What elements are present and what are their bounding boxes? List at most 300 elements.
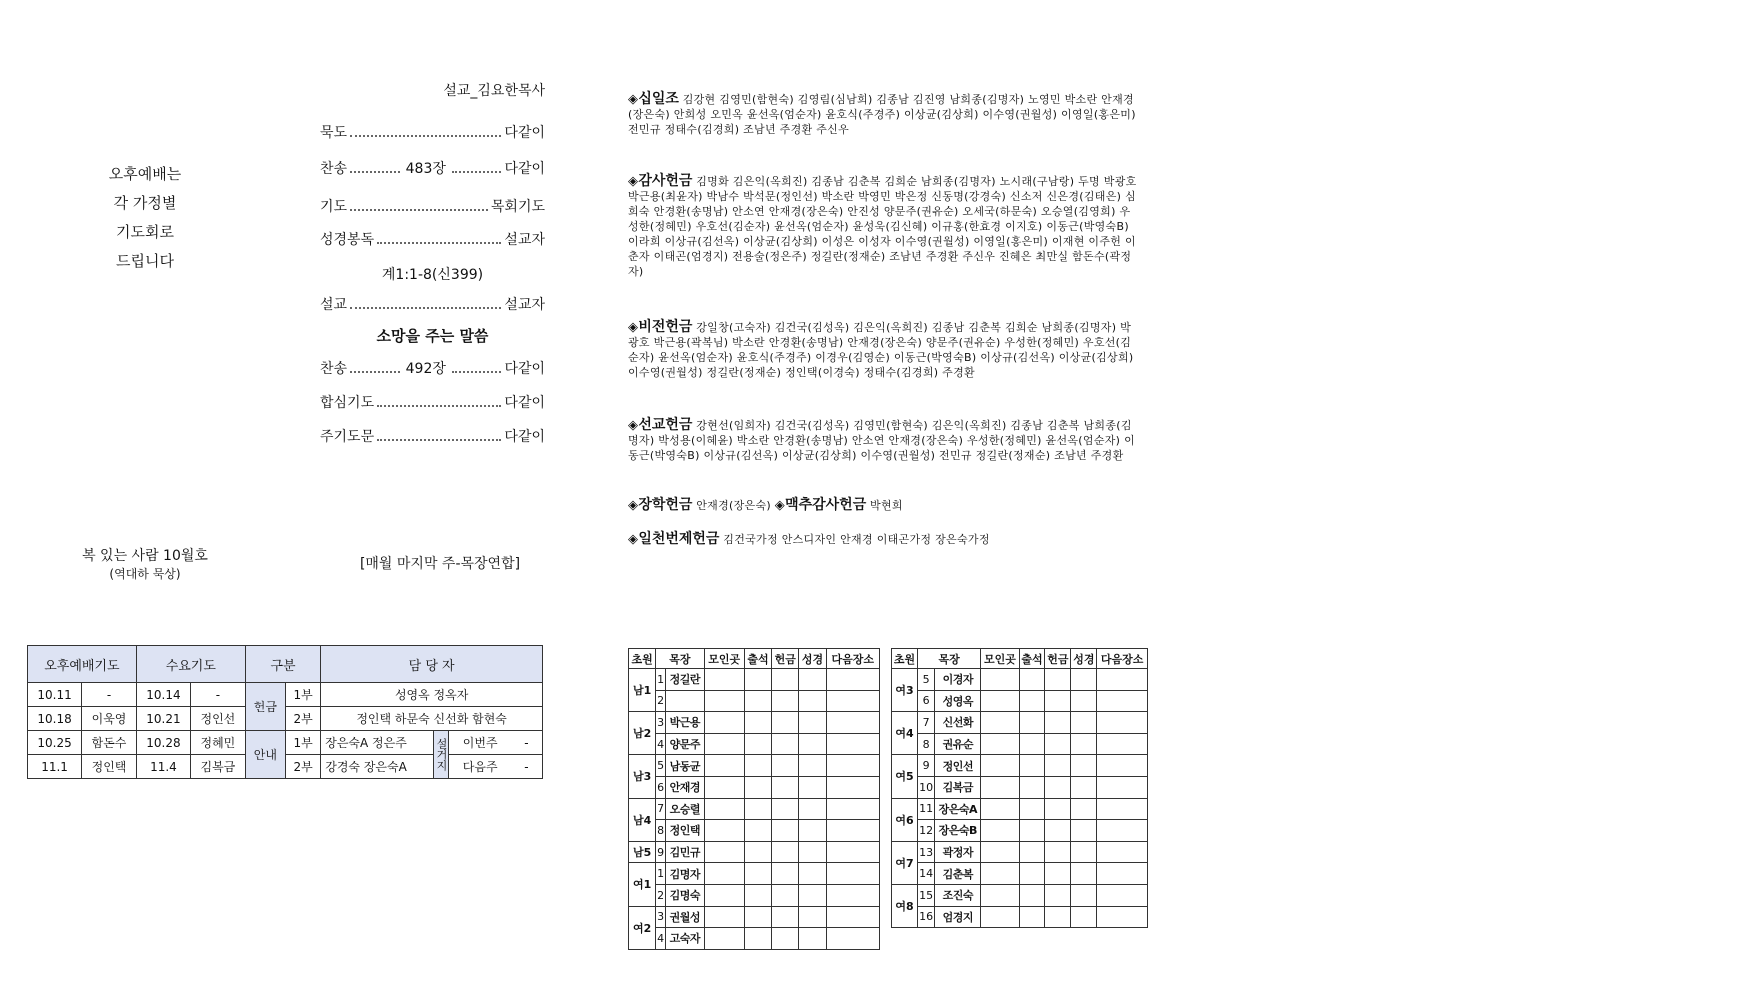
table-row	[629, 841, 880, 863]
order-row-hymn-2	[320, 358, 545, 378]
order-value: 다같이	[504, 361, 546, 377]
attendance-entry-cell[interactable]	[1019, 906, 1045, 928]
attendance-entry-cell[interactable]	[1071, 755, 1097, 777]
attendance-header-cell: 헌금	[1045, 649, 1071, 669]
member-name-cell: 권월성	[666, 906, 704, 928]
group-name-cell: 여8	[892, 884, 918, 927]
duty-table	[27, 645, 543, 779]
table-row	[629, 928, 880, 950]
leader-dots	[350, 209, 488, 211]
member-name-cell	[666, 690, 704, 712]
attendance-entry-cell[interactable]	[1019, 798, 1045, 820]
table-row	[892, 841, 1148, 863]
attendance-entry-cell[interactable]	[1019, 884, 1045, 906]
offering-title: 감사헌금	[638, 173, 693, 189]
attendance-entry-cell[interactable]	[744, 884, 771, 906]
attendance-entry-cell[interactable]	[1045, 669, 1071, 691]
attendance-entry-cell[interactable]	[1019, 820, 1045, 842]
sub-cell: 2부	[285, 707, 320, 731]
sermon-preacher: 설교_김요한목사	[443, 83, 545, 99]
blessed-person-subtitle: (역대하 묵상)	[109, 567, 181, 581]
attendance-entry-cell[interactable]	[1097, 690, 1148, 712]
table-row	[892, 863, 1148, 885]
header-category: 구분	[245, 646, 321, 683]
member-number-cell: 8	[656, 820, 666, 842]
attendance-entry-cell[interactable]	[772, 712, 799, 734]
header-person-in-charge: 담 당 자	[321, 646, 543, 683]
attendance-entry-cell[interactable]	[772, 755, 799, 777]
member-name-cell: 남동균	[666, 755, 704, 777]
attendance-entry-cell[interactable]	[1045, 776, 1071, 798]
member-number-cell: 7	[656, 798, 666, 820]
header-afternoon-prayer: 오후예배기도	[28, 646, 137, 683]
attendance-entry-cell[interactable]	[1045, 798, 1071, 820]
attendance-entry-cell[interactable]	[981, 841, 1019, 863]
attendance-entry-cell[interactable]	[981, 776, 1019, 798]
table-row	[892, 712, 1148, 734]
note-line: 오후예배는	[108, 165, 182, 183]
table-row	[892, 820, 1148, 842]
attendance-entry-cell[interactable]	[1097, 798, 1148, 820]
attendance-header-cell: 출석	[744, 649, 771, 669]
group-name-cell: 남1	[629, 669, 656, 712]
leader-dots	[377, 439, 501, 441]
attendance-entry-cell[interactable]	[799, 928, 826, 950]
member-name-cell: 안재경	[666, 776, 704, 798]
attendance-entry-cell[interactable]	[1071, 712, 1097, 734]
leader-dots	[452, 371, 502, 373]
attendance-entry-cell[interactable]	[744, 755, 771, 777]
order-label: 성경봉독	[320, 232, 375, 248]
attendance-entry-cell[interactable]	[1019, 669, 1045, 691]
order-value: 다같이	[504, 125, 545, 141]
member-name-cell: 성영옥	[935, 690, 981, 712]
attendance-entry-cell[interactable]	[772, 820, 799, 842]
group-name-cell: 남3	[629, 755, 656, 798]
member-number-cell: 3	[656, 712, 666, 734]
attendance-entry-cell[interactable]	[704, 733, 744, 755]
group-name-cell: 여4	[892, 712, 918, 755]
attendance-entry-cell[interactable]	[1045, 712, 1071, 734]
member-number-cell: 4	[656, 733, 666, 755]
dish-week-label: 다음주	[462, 760, 498, 774]
note-line: 기도회로	[116, 223, 174, 241]
attendance-entry-cell[interactable]	[826, 841, 879, 863]
attendance-header-cell: 초원	[629, 649, 656, 669]
attendance-header-cell: 헌금	[772, 649, 799, 669]
attendance-header-cell: 모인곳	[981, 649, 1019, 669]
hymn-number: 492장	[405, 361, 446, 377]
attendance-entry-cell[interactable]	[1019, 733, 1045, 755]
attendance-entry-cell[interactable]	[1097, 863, 1148, 885]
attendance-entry-cell[interactable]	[826, 669, 879, 691]
member-name-cell: 박근용	[666, 712, 704, 734]
attendance-entry-cell[interactable]	[799, 776, 826, 798]
attendance-entry-cell[interactable]	[1019, 841, 1045, 863]
leader-dots	[377, 242, 501, 244]
attendance-header-cell: 모인곳	[704, 649, 744, 669]
member-number-cell: 15	[917, 884, 934, 906]
attendance-entry-cell[interactable]	[772, 841, 799, 863]
attendance-entry-cell[interactable]	[1019, 712, 1045, 734]
offering-title: 일천번제헌금	[638, 531, 720, 547]
table-row	[892, 776, 1148, 798]
attendance-entry-cell[interactable]	[1071, 690, 1097, 712]
order-label: 주기도문	[320, 429, 375, 445]
attendance-entry-cell[interactable]	[744, 798, 771, 820]
attendance-entry-cell[interactable]	[826, 928, 879, 950]
attendance-entry-cell[interactable]	[772, 798, 799, 820]
member-name-cell: 김명자	[666, 863, 704, 885]
order-value: 설교자	[504, 297, 545, 313]
person-cell: 성영옥 정옥자	[321, 683, 543, 707]
attendance-entry-cell[interactable]	[1071, 906, 1097, 928]
attendance-entry-cell[interactable]	[1071, 776, 1097, 798]
attendance-entry-cell[interactable]	[1045, 755, 1071, 777]
attendance-header-cell: 목장	[656, 649, 704, 669]
attendance-entry-cell[interactable]	[772, 863, 799, 885]
attendance-entry-cell[interactable]	[981, 863, 1019, 885]
leader-dots	[350, 171, 400, 173]
table-row	[28, 707, 543, 731]
attendance-entry-cell[interactable]	[1071, 733, 1097, 755]
member-name-cell: 장은숙A	[935, 798, 981, 820]
name-cell: 이욱영	[82, 707, 137, 731]
attendance-entry-cell[interactable]	[1097, 669, 1148, 691]
attendance-table-men	[628, 648, 880, 950]
attendance-entry-cell[interactable]	[744, 712, 771, 734]
leader-dots	[350, 371, 400, 373]
attendance-entry-cell[interactable]	[1019, 755, 1045, 777]
attendance-entry-cell[interactable]	[799, 906, 826, 928]
member-name-cell: 김명숙	[666, 884, 704, 906]
table-row	[28, 683, 543, 707]
member-number-cell: 4	[656, 928, 666, 950]
attendance-entry-cell[interactable]	[1045, 690, 1071, 712]
monthly-gathering-note: [매월 마지막 주-목장연합]	[359, 556, 521, 572]
attendance-entry-cell[interactable]	[981, 690, 1019, 712]
attendance-entry-cell[interactable]	[704, 712, 744, 734]
attendance-entry-cell[interactable]	[704, 863, 744, 885]
attendance-entry-cell[interactable]	[826, 776, 879, 798]
table-row	[892, 669, 1148, 691]
attendance-entry-cell[interactable]	[704, 906, 744, 928]
attendance-entry-cell[interactable]	[1045, 863, 1071, 885]
attendance-entry-cell[interactable]	[744, 733, 771, 755]
attendance-entry-cell[interactable]	[744, 906, 771, 928]
member-number-cell: 1	[656, 669, 666, 691]
table-row	[28, 731, 543, 755]
diamond-bullet-icon: ◈	[774, 498, 786, 513]
attendance-entry-cell[interactable]	[981, 884, 1019, 906]
dish-cell	[449, 731, 543, 755]
dish-week-value: -	[524, 736, 529, 750]
attendance-entry-cell[interactable]	[1045, 820, 1071, 842]
offering-title: 선교헌금	[638, 417, 693, 433]
sub-cell: 1부	[285, 731, 320, 755]
order-row-hymn-1	[320, 158, 545, 178]
offering-names: 김명화 김은익(옥희진) 김종남 김춘복 김희순 남희종(김명자) 노시래(구남랑) 두명 박광호 박근용(최윤자) 박남수 박석문(정인선) 박소란 박영민 박은정 신동명(강경숙) 신소저 신은경(김태은) 심희숙 안경환(송명남) 안소연 안재경(장은숙) 안진성 양문주(권유순) 오세국(하문숙) 오승열(김영희) 우성한(정혜민) 우호선(김순자) 윤선옥(엄순자) 윤성욱(김신혜) 이규홍(한효경 이지호) 이동근(박영숙B) 이라희 이상규(김선옥) 이상균(김상희) 이성은 이성자 이수영(권월성) 이영일(홍은미) 이재현 이주헌 이춘자 이태곤(엄경지) 전용술(정은주) 정길란(정재순) 조남년 주경환 주신우 진혜은 최만실 함돈수(곽정자)	[628, 175, 1137, 278]
attendance-entry-cell[interactable]	[799, 884, 826, 906]
leader-dots	[350, 307, 501, 309]
attendance-entry-cell[interactable]	[1097, 841, 1148, 863]
name-cell: 김복금	[191, 755, 246, 779]
member-name-cell: 정인선	[935, 755, 981, 777]
member-name-cell: 조진숙	[935, 884, 981, 906]
attendance-entry-cell[interactable]	[1071, 863, 1097, 885]
attendance-entry-cell[interactable]	[981, 798, 1019, 820]
attendance-entry-cell[interactable]	[1045, 906, 1071, 928]
group-name-cell: 여2	[629, 906, 656, 949]
order-label: 합심기도	[320, 395, 375, 411]
member-name-cell: 신선화	[935, 712, 981, 734]
attendance-entry-cell[interactable]	[744, 841, 771, 863]
attendance-entry-cell[interactable]	[744, 776, 771, 798]
order-value: 설교자	[504, 232, 545, 248]
attendance-entry-cell[interactable]	[744, 669, 771, 691]
attendance-entry-cell[interactable]	[1019, 690, 1045, 712]
attendance-header-cell: 다음장소	[826, 649, 879, 669]
attendance-entry-cell[interactable]	[1019, 863, 1045, 885]
person-cell: 장은숙A 정은주	[321, 731, 434, 755]
attendance-entry-cell[interactable]	[772, 669, 799, 691]
offering-ilcheon	[628, 532, 1138, 547]
offering-names: 박현희	[870, 499, 903, 512]
attendance-entry-cell[interactable]	[1019, 776, 1045, 798]
attendance-entry-cell[interactable]	[799, 669, 826, 691]
leader-dots	[350, 135, 501, 137]
member-number-cell: 7	[917, 712, 934, 734]
member-name-cell: 양문주	[666, 733, 704, 755]
name-cell: -	[82, 683, 137, 707]
table-row	[629, 755, 880, 777]
attendance-entry-cell[interactable]	[1097, 712, 1148, 734]
member-name-cell: 김민규	[666, 841, 704, 863]
offering-tithe	[628, 92, 1138, 137]
attendance-entry-cell[interactable]	[1045, 841, 1071, 863]
table-row	[629, 798, 880, 820]
table-row	[629, 669, 880, 691]
order-value: 목회기도	[490, 199, 545, 215]
member-name-cell: 엄경지	[935, 906, 981, 928]
attendance-entry-cell[interactable]	[1071, 841, 1097, 863]
attendance-entry-cell[interactable]	[799, 798, 826, 820]
table-row	[629, 906, 880, 928]
attendance-entry-cell[interactable]	[981, 906, 1019, 928]
diamond-bullet-icon: ◈	[628, 418, 639, 433]
leader-dots	[452, 171, 502, 173]
attendance-header-cell: 다음장소	[1097, 649, 1148, 669]
member-number-cell: 6	[656, 776, 666, 798]
member-number-cell: 9	[917, 755, 934, 777]
attendance-entry-cell[interactable]	[772, 776, 799, 798]
table-row	[629, 733, 880, 755]
date-cell: 10.21	[136, 707, 190, 731]
member-name-cell: 김춘복	[935, 863, 981, 885]
attendance-header-cell: 성경	[799, 649, 826, 669]
attendance-entry-cell[interactable]	[826, 863, 879, 885]
member-name-cell: 곽정자	[935, 841, 981, 863]
attendance-entry-cell[interactable]	[772, 733, 799, 755]
table-row	[629, 712, 880, 734]
member-number-cell: 12	[917, 820, 934, 842]
attendance-entry-cell[interactable]	[826, 755, 879, 777]
offering-names: 강일창(고숙자) 김건국(김성옥) 김은익(옥희진) 김종남 김춘복 김희순 남희종(김명자) 박광호 박근용(곽복님) 박소란 안경환(송명남) 안재경(장은숙) 양문주(권유순) 우성한(정혜민) 우호선(김순자) 윤선옥(엄순자) 윤호식(주경주) 이경우(김영순) 이동근(박영숙B) 이상규(김선옥) 이상균(김상희) 이수영(권월성) 정길란(정재순) 정인택(이경숙) 정태수(김경희) 주경환	[628, 321, 1134, 379]
member-number-cell: 14	[917, 863, 934, 885]
attendance-entry-cell[interactable]	[981, 755, 1019, 777]
offering-scholarship-barley	[628, 498, 1138, 513]
attendance-entry-cell[interactable]	[799, 712, 826, 734]
group-name-cell: 여6	[892, 798, 918, 841]
attendance-header-cell: 초원	[892, 649, 918, 669]
dish-week-label: 이번주	[462, 736, 498, 750]
order-label: 설교	[320, 297, 348, 313]
attendance-entry-cell[interactable]	[826, 798, 879, 820]
attendance-entry-cell[interactable]	[981, 712, 1019, 734]
attendance-entry-cell[interactable]	[799, 820, 826, 842]
attendance-header-cell: 목장	[917, 649, 980, 669]
table-row	[629, 884, 880, 906]
date-cell: 10.11	[28, 683, 82, 707]
order-row-lords-prayer	[320, 426, 545, 446]
order-label: 기도	[320, 199, 348, 215]
order-value: 다같이	[504, 395, 545, 411]
member-name-cell: 정인택	[666, 820, 704, 842]
offering-names: 안재경(장은숙)	[696, 499, 771, 512]
attendance-entry-cell[interactable]	[826, 820, 879, 842]
diamond-bullet-icon: ◈	[628, 320, 639, 335]
blessed-person-title: 복 있는 사람 10월호	[82, 548, 208, 564]
group-name-cell: 남2	[629, 712, 656, 755]
order-value: 다같이	[504, 161, 546, 177]
offering-title: 장학헌금	[638, 497, 693, 513]
member-number-cell: 6	[917, 690, 934, 712]
order-value: 다같이	[504, 429, 545, 445]
attendance-entry-cell[interactable]	[981, 669, 1019, 691]
attendance-entry-cell[interactable]	[704, 755, 744, 777]
table-row	[629, 776, 880, 798]
afternoon-worship-note	[90, 160, 200, 276]
person-cell: 강경숙 장은숙A	[321, 755, 434, 779]
group-name-cell: 여3	[892, 669, 918, 712]
date-cell: 10.14	[136, 683, 190, 707]
group-name-cell: 여5	[892, 755, 918, 798]
attendance-entry-cell[interactable]	[1097, 776, 1148, 798]
member-name-cell: 이경자	[935, 669, 981, 691]
attendance-entry-cell[interactable]	[704, 820, 744, 842]
group-name-cell: 여7	[892, 841, 918, 884]
leader-dots	[377, 405, 501, 407]
attendance-entry-cell[interactable]	[1071, 798, 1097, 820]
table-row	[892, 690, 1148, 712]
attendance-entry-cell[interactable]	[1045, 884, 1071, 906]
sub-cell: 1부	[285, 683, 320, 707]
attendance-entry-cell[interactable]	[772, 690, 799, 712]
member-number-cell: 2	[656, 690, 666, 712]
attendance-entry-cell[interactable]	[981, 733, 1019, 755]
order-label: 찬송	[320, 361, 348, 377]
member-number-cell: 5	[917, 669, 934, 691]
attendance-entry-cell[interactable]	[826, 884, 879, 906]
attendance-entry-cell[interactable]	[744, 928, 771, 950]
table-row	[892, 755, 1148, 777]
group-name-cell: 남4	[629, 798, 656, 841]
attendance-entry-cell[interactable]	[1071, 669, 1097, 691]
attendance-header-row	[892, 649, 1148, 669]
diamond-bullet-icon: ◈	[628, 498, 639, 513]
date-cell: 10.25	[28, 731, 82, 755]
attendance-entry-cell[interactable]	[799, 733, 826, 755]
date-cell: 10.28	[136, 731, 190, 755]
attendance-entry-cell[interactable]	[799, 863, 826, 885]
attendance-entry-cell[interactable]	[704, 798, 744, 820]
attendance-entry-cell[interactable]	[799, 755, 826, 777]
sub-cell: 2부	[285, 755, 320, 779]
attendance-entry-cell[interactable]	[1045, 733, 1071, 755]
attendance-entry-cell[interactable]	[1097, 820, 1148, 842]
note-line: 각 가정별	[113, 194, 177, 212]
attendance-entry-cell[interactable]	[704, 841, 744, 863]
attendance-entry-cell[interactable]	[826, 690, 879, 712]
attendance-entry-cell[interactable]	[772, 884, 799, 906]
attendance-entry-cell[interactable]	[744, 690, 771, 712]
attendance-entry-cell[interactable]	[704, 669, 744, 691]
attendance-entry-cell[interactable]	[704, 776, 744, 798]
note-line: 드립니다	[116, 252, 174, 270]
attendance-entry-cell[interactable]	[826, 906, 879, 928]
dish-cell	[449, 755, 543, 779]
attendance-entry-cell[interactable]	[1071, 820, 1097, 842]
table-row	[629, 820, 880, 842]
attendance-entry-cell[interactable]	[704, 690, 744, 712]
hymn-number: 483장	[405, 161, 446, 177]
offering-title: 십일조	[638, 91, 679, 107]
attendance-entry-cell[interactable]	[826, 712, 879, 734]
member-number-cell: 16	[917, 906, 934, 928]
attendance-entry-cell[interactable]	[799, 841, 826, 863]
attendance-entry-cell[interactable]	[744, 863, 771, 885]
attendance-entry-cell[interactable]	[826, 733, 879, 755]
attendance-entry-cell[interactable]	[772, 928, 799, 950]
member-name-cell: 권유순	[935, 733, 981, 755]
table-row	[892, 906, 1148, 928]
name-cell: 정인선	[191, 707, 246, 731]
order-label: 묵도	[320, 125, 348, 141]
attendance-entry-cell[interactable]	[1071, 884, 1097, 906]
sermon-title: 소망을 주는 말씀	[376, 327, 489, 345]
offering-vision	[628, 320, 1138, 380]
attendance-entry-cell[interactable]	[1097, 906, 1148, 928]
attendance-entry-cell[interactable]	[1097, 755, 1148, 777]
name-cell: 정인택	[82, 755, 137, 779]
attendance-entry-cell[interactable]	[744, 820, 771, 842]
attendance-entry-cell[interactable]	[981, 820, 1019, 842]
attendance-entry-cell[interactable]	[704, 928, 744, 950]
member-number-cell: 5	[656, 755, 666, 777]
member-name-cell: 김복금	[935, 776, 981, 798]
attendance-header-cell: 출석	[1019, 649, 1045, 669]
name-cell: 함돈수	[82, 731, 137, 755]
attendance-entry-cell[interactable]	[799, 690, 826, 712]
attendance-entry-cell[interactable]	[1097, 884, 1148, 906]
scripture-reference: 계1:1-8(신399)	[381, 267, 484, 283]
date-cell: 11.4	[136, 755, 190, 779]
attendance-entry-cell[interactable]	[1097, 733, 1148, 755]
table-row	[629, 690, 880, 712]
attendance-entry-cell[interactable]	[704, 884, 744, 906]
table-row	[892, 798, 1148, 820]
attendance-entry-cell[interactable]	[772, 906, 799, 928]
